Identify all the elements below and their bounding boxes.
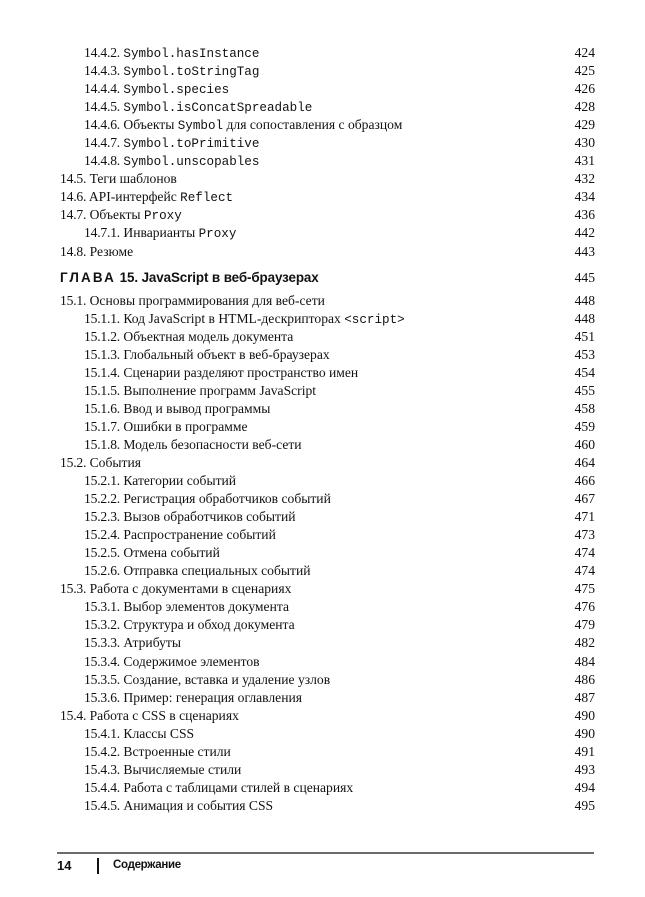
toc-entry-number: 15.1.8. bbox=[84, 436, 120, 452]
toc-entry-number: 15.1.5. bbox=[84, 382, 120, 398]
footer-rule bbox=[57, 852, 594, 854]
toc-entry-page: 467 bbox=[574, 491, 595, 507]
toc-entry bbox=[60, 653, 595, 671]
toc-entry-page: 428 bbox=[574, 99, 595, 115]
toc-entry-page: 454 bbox=[574, 364, 595, 380]
toc-entry-number: 14.4.3. bbox=[84, 63, 120, 79]
toc-entry-page: 471 bbox=[574, 509, 595, 525]
toc-entry-title: События bbox=[89, 454, 141, 470]
toc-entry-page: 466 bbox=[574, 473, 595, 489]
toc-entry-number: 15.4.2. bbox=[84, 743, 120, 759]
toc-entry-number: 15.1.1. bbox=[84, 310, 120, 326]
toc-entry bbox=[60, 224, 595, 242]
toc-entry-number: 15.3.6. bbox=[84, 689, 120, 705]
toc-entry-title: Вызов обработчиков событий bbox=[123, 509, 296, 525]
toc-entry-page: 490 bbox=[574, 707, 595, 723]
toc-entry-title: Создание, вставка и удаление узлов bbox=[123, 671, 331, 687]
toc-entry-title: Вычисляемые стили bbox=[123, 761, 242, 777]
toc-entry-title: Атрибуты bbox=[123, 635, 181, 651]
toc-entry-number: 14.7. bbox=[60, 207, 87, 223]
toc-entry bbox=[60, 310, 595, 328]
toc-entry-number: 15.3.5. bbox=[84, 671, 120, 687]
toc-entry-number: 15.4.1. bbox=[84, 725, 120, 741]
toc-entry-code: <script> bbox=[344, 312, 405, 327]
chapter-number: 15. bbox=[119, 269, 138, 285]
toc-entry bbox=[60, 62, 595, 80]
toc-entry-number: 15.2.4. bbox=[84, 527, 120, 543]
toc-entry-page: 458 bbox=[574, 400, 595, 416]
toc-entry-page: 464 bbox=[574, 454, 595, 470]
toc-entry-title: Содержимое элементов bbox=[123, 653, 260, 669]
toc-entry-number: 15.1.4. bbox=[84, 364, 120, 380]
toc-entry-number: 15.1. bbox=[60, 292, 87, 308]
toc-entry-title: Резюме bbox=[89, 243, 134, 259]
toc-entry-number: 15.2.3. bbox=[84, 509, 120, 525]
toc-entry-page: 487 bbox=[574, 689, 595, 705]
toc-entry bbox=[60, 292, 595, 310]
toc-entry-page: 426 bbox=[574, 81, 595, 97]
toc-entry bbox=[60, 689, 595, 707]
toc-entry-number: 14.7.1. bbox=[84, 225, 120, 241]
toc-entry-number: 15.3. bbox=[60, 581, 87, 597]
toc-entry bbox=[60, 80, 595, 98]
chapter-heading bbox=[60, 266, 595, 290]
toc-entry-number: 15.1.7. bbox=[84, 418, 120, 434]
toc-entry-page: 429 bbox=[574, 117, 595, 133]
toc-entry-page: 491 bbox=[574, 743, 595, 759]
toc-entry-page: 425 bbox=[574, 63, 595, 79]
chapter-label: ГЛАВА bbox=[60, 269, 116, 285]
toc-entry-code: Symbol bbox=[177, 119, 224, 134]
toc-entry bbox=[60, 743, 595, 761]
toc-entry bbox=[60, 98, 595, 116]
chapter-title bbox=[60, 270, 319, 285]
toc-entry-number: 15.3.4. bbox=[84, 653, 120, 669]
toc-entry bbox=[60, 508, 595, 526]
toc-entry bbox=[60, 134, 595, 152]
toc-entry-number: 15.4.3. bbox=[84, 761, 120, 777]
toc-entry-number: 15.1.6. bbox=[84, 400, 120, 416]
toc-entry-title: Основы программирования для веб-сети bbox=[89, 292, 325, 308]
toc-entry bbox=[60, 634, 595, 652]
toc-entry bbox=[60, 243, 595, 261]
toc-entry-code: Symbol.isConcatSpreadable bbox=[123, 101, 313, 116]
toc-entry-number: 15.3.3. bbox=[84, 635, 120, 651]
toc-entry-title: Теги шаблонов bbox=[89, 171, 177, 187]
toc-entry-title: Инварианты bbox=[123, 225, 199, 241]
toc-entry bbox=[60, 797, 595, 815]
footer-page-number: 14 bbox=[57, 858, 72, 873]
toc-entry-page: 453 bbox=[574, 346, 595, 362]
toc-entry-title: Объекты bbox=[123, 117, 178, 133]
toc-entry-number: 15.1.2. bbox=[84, 328, 120, 344]
toc-entry-page: 476 bbox=[574, 599, 595, 615]
toc-entry bbox=[60, 328, 595, 346]
toc-entry-title: Ввод и вывод программы bbox=[123, 400, 271, 416]
toc-entry-page: 448 bbox=[574, 310, 595, 326]
chapter-page-number: 445 bbox=[574, 269, 595, 285]
toc-entry-title: для сопоставления с образцом bbox=[223, 117, 403, 133]
toc-entry-title: Объектная модель документа bbox=[123, 328, 294, 344]
chapter-name: JavaScript в веб-браузерах bbox=[141, 269, 319, 285]
toc-entry-code: Symbol.toStringTag bbox=[123, 65, 260, 80]
footer-separator bbox=[97, 858, 99, 874]
toc-entry bbox=[60, 188, 595, 206]
toc-entry-title: Анимация и события CSS bbox=[123, 797, 274, 813]
toc-entry-title: API-интерфейс bbox=[88, 189, 181, 205]
table-of-contents bbox=[60, 44, 595, 815]
toc-entry-title: Распространение событий bbox=[123, 527, 276, 543]
toc-entry-title: Классы CSS bbox=[123, 725, 195, 741]
toc-entry bbox=[60, 472, 595, 490]
toc-entry-code: Symbol.species bbox=[123, 83, 230, 98]
toc-entry-title: Выбор элементов документа bbox=[123, 599, 289, 615]
toc-entry bbox=[60, 382, 595, 400]
toc-entry-page: 475 bbox=[574, 581, 595, 597]
toc-entry-page: 443 bbox=[574, 243, 595, 259]
toc-entry-title: Категории событий bbox=[123, 473, 237, 489]
toc-entry-title: Регистрация обработчиков событий bbox=[123, 491, 331, 507]
toc-entry-title: Выполнение программ JavaScript bbox=[123, 382, 317, 398]
toc-entry-number: 14.4.8. bbox=[84, 153, 120, 169]
toc-entry-number: 14.5. bbox=[60, 171, 87, 187]
toc-entry bbox=[60, 544, 595, 562]
toc-entry-title: Отправка специальных событий bbox=[123, 563, 311, 579]
toc-entry-title: Отмена событий bbox=[123, 545, 220, 561]
toc-entry bbox=[60, 418, 595, 436]
toc-entry bbox=[60, 779, 595, 797]
toc-entry-number: 15.4. bbox=[60, 707, 87, 723]
toc-entry-page: 484 bbox=[574, 653, 595, 669]
toc-entry bbox=[60, 170, 595, 188]
toc-entry-number: 15.2. bbox=[60, 454, 87, 470]
toc-entry-page: 430 bbox=[574, 135, 595, 151]
toc-entry bbox=[60, 400, 595, 418]
toc-entry-code: Reflect bbox=[180, 191, 234, 206]
toc-entry-page: 442 bbox=[574, 225, 595, 241]
toc-entry-page: 490 bbox=[574, 725, 595, 741]
toc-entry-number: 14.8. bbox=[60, 243, 87, 259]
toc-entry-page: 479 bbox=[574, 617, 595, 633]
toc-entry-number: 15.3.1. bbox=[84, 599, 120, 615]
toc-entry bbox=[60, 580, 595, 598]
toc-entry-page: 460 bbox=[574, 436, 595, 452]
toc-entry-title: Встроенные стили bbox=[123, 743, 231, 759]
toc-entry bbox=[60, 454, 595, 472]
toc-entry-number: 14.4.5. bbox=[84, 99, 120, 115]
toc-entry-page: 448 bbox=[574, 292, 595, 308]
toc-entry-number: 15.2.1. bbox=[84, 473, 120, 489]
toc-entry bbox=[60, 526, 595, 544]
toc-group-chapter-15 bbox=[60, 292, 595, 815]
toc-entry-page: 495 bbox=[574, 797, 595, 813]
toc-entry-number: 14.6. bbox=[60, 189, 87, 205]
toc-entry-number: 14.4.4. bbox=[84, 81, 120, 97]
toc-entry-code: Proxy bbox=[198, 227, 237, 242]
toc-entry-page: 434 bbox=[574, 189, 595, 205]
toc-entry-title: Сценарии разделяют пространство имен bbox=[123, 364, 359, 380]
toc-entry bbox=[60, 116, 595, 134]
toc-entry-number: 15.1.3. bbox=[84, 346, 120, 362]
toc-entry-page: 474 bbox=[574, 545, 595, 561]
toc-entry-code: Symbol.hasInstance bbox=[123, 47, 260, 61]
footer-running-title: Содержание bbox=[113, 859, 181, 871]
toc-entry bbox=[60, 671, 595, 689]
toc-entry bbox=[60, 490, 595, 508]
toc-entry-number: 15.2.6. bbox=[84, 563, 120, 579]
toc-entry-title: Работа с CSS в сценариях bbox=[89, 707, 239, 723]
toc-entry-page: 494 bbox=[574, 779, 595, 795]
toc-entry bbox=[60, 707, 595, 725]
toc-entry-number: 14.4.6. bbox=[84, 117, 120, 133]
toc-entry-number: 14.4.7. bbox=[84, 135, 120, 151]
toc-entry-page: 436 bbox=[574, 207, 595, 223]
toc-entry bbox=[60, 761, 595, 779]
toc-entry-page: 451 bbox=[574, 328, 595, 344]
toc-entry-page: 455 bbox=[574, 382, 595, 398]
toc-entry-title: Структура и обход документа bbox=[123, 617, 295, 633]
toc-entry bbox=[60, 206, 595, 224]
toc-entry-title: Работа с таблицами стилей в сценариях bbox=[123, 779, 354, 795]
toc-entry-title: Ошибки в программе bbox=[123, 418, 248, 434]
toc-entry bbox=[60, 562, 595, 580]
toc-entry-page: 424 bbox=[574, 45, 595, 60]
toc-entry bbox=[60, 44, 595, 62]
toc-entry-page: 459 bbox=[574, 418, 595, 434]
toc-entry-number: 14.4.2. bbox=[84, 45, 120, 60]
toc-entry-page: 486 bbox=[574, 671, 595, 687]
toc-entry bbox=[60, 616, 595, 634]
toc-entry-page: 432 bbox=[574, 171, 595, 187]
toc-entry-page: 493 bbox=[574, 761, 595, 777]
toc-entry-title: Работа с документами в сценариях bbox=[89, 581, 292, 597]
toc-entry-title: Глобальный объект в веб-браузерах bbox=[123, 346, 330, 362]
toc-entry bbox=[60, 436, 595, 454]
toc-entry-code: Symbol.unscopables bbox=[123, 155, 260, 170]
toc-entry bbox=[60, 346, 595, 364]
toc-entry-number: 15.4.4. bbox=[84, 779, 120, 795]
toc-entry-title: Модель безопасности веб-сети bbox=[123, 436, 302, 452]
toc-entry-title: Пример: генерация оглавления bbox=[123, 689, 303, 705]
toc-entry bbox=[60, 152, 595, 170]
toc-entry-number: 15.2.2. bbox=[84, 491, 120, 507]
toc-entry-page: 473 bbox=[574, 527, 595, 543]
toc-entry bbox=[60, 364, 595, 382]
toc-entry-page: 431 bbox=[574, 153, 595, 169]
toc-entry-page: 474 bbox=[574, 563, 595, 579]
toc-entry bbox=[60, 598, 595, 616]
toc-group-chapter-14 bbox=[60, 44, 595, 261]
toc-entry-code: Proxy bbox=[143, 209, 182, 224]
toc-entry-number: 15.4.5. bbox=[84, 797, 120, 813]
toc-entry-title: Код JavaScript в HTML-дескрипторах bbox=[123, 310, 345, 326]
toc-entry-number: 15.2.5. bbox=[84, 545, 120, 561]
toc-entry-code: Symbol.toPrimitive bbox=[123, 137, 260, 152]
toc-entry-title: Объекты bbox=[89, 207, 144, 223]
toc-entry-number: 15.3.2. bbox=[84, 617, 120, 633]
toc-entry-page: 482 bbox=[574, 635, 595, 651]
toc-entry bbox=[60, 725, 595, 743]
